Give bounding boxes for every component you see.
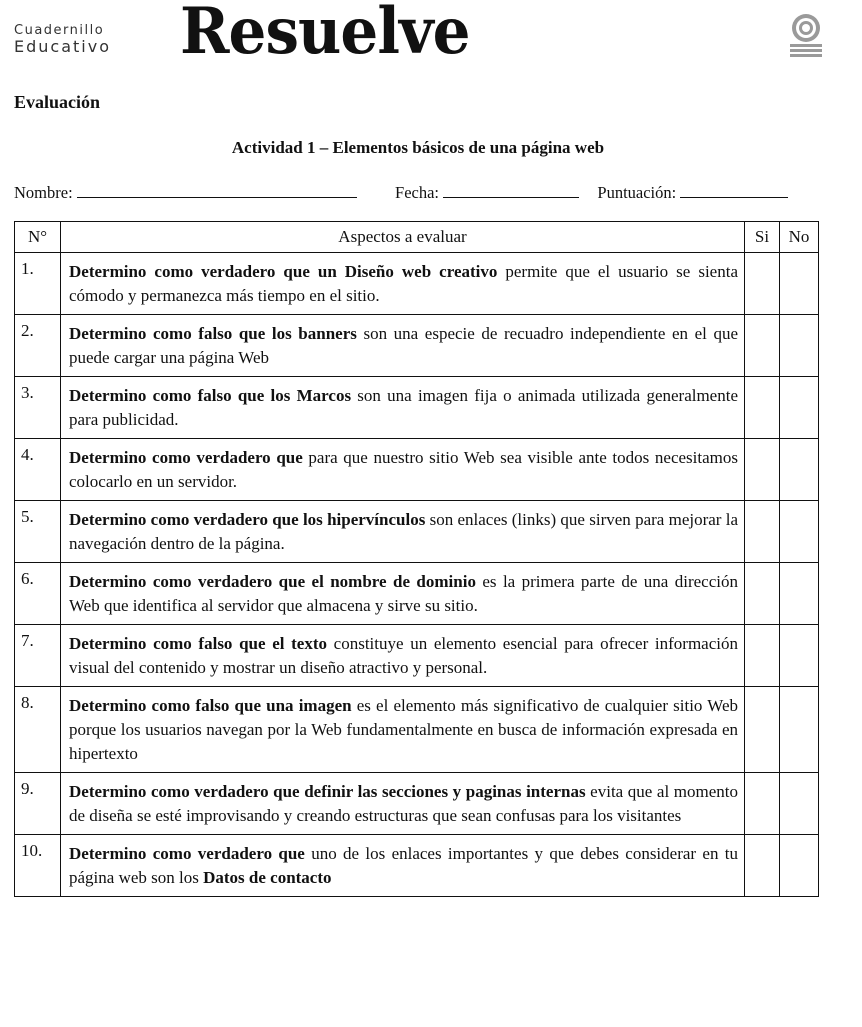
si-checkbox-cell[interactable]: [745, 563, 780, 625]
puntuacion-label: Puntuación:: [597, 183, 677, 202]
row-aspect-text: constituye un elemento esencial para ofrecer información visual del contenido y mostrar un diseño atractivo y personal.: [69, 634, 738, 677]
row-number: 3.: [15, 377, 61, 439]
si-checkbox-cell[interactable]: [745, 253, 780, 315]
si-checkbox-cell[interactable]: [745, 835, 780, 897]
row-aspect: [61, 439, 745, 501]
row-number: 6.: [15, 563, 61, 625]
brand-line-1: Cuadernillo: [14, 23, 105, 38]
row-aspect-text: permite que el usuario se sienta cómodo y permanezca más tiempo en el sitio.: [69, 262, 738, 305]
header-si: Si: [745, 222, 780, 253]
row-number: 10.: [15, 835, 61, 897]
table-row: [15, 835, 819, 897]
spiral-book-logo-icon: [786, 12, 826, 58]
row-aspect-text: para que nuestro sitio Web sea visible ante todos necesitamos colocarlo en un servidor.: [69, 448, 738, 491]
row-aspect: [61, 773, 745, 835]
brand-logo: [14, 24, 111, 55]
row-aspect-bold: Determino como falso que los Marcos: [69, 386, 352, 405]
fecha-label: Fecha:: [395, 183, 440, 202]
row-aspect: [61, 625, 745, 687]
no-checkbox-cell[interactable]: [780, 563, 819, 625]
row-aspect-text: evita que al momento de diseña se esté improvisando y creando estructuras que sean confusas para los visitantes: [69, 782, 738, 825]
table-row: [15, 625, 819, 687]
evaluation-table: [14, 221, 819, 897]
no-checkbox-cell[interactable]: [780, 315, 819, 377]
brand-line-2: Educativo: [14, 37, 111, 56]
row-number: 9.: [15, 773, 61, 835]
row-aspect: [61, 835, 745, 897]
no-checkbox-cell[interactable]: [780, 253, 819, 315]
si-checkbox-cell[interactable]: [745, 687, 780, 773]
no-checkbox-cell[interactable]: [780, 773, 819, 835]
row-number: 4.: [15, 439, 61, 501]
header-aspect: Aspectos a evaluar: [61, 222, 745, 253]
row-aspect-text: uno de los enlaces importantes y que debes considerar en tu página web son los: [69, 844, 739, 887]
row-aspect: [61, 687, 745, 773]
row-aspect-bold: Determino como falso que el texto: [69, 634, 327, 653]
table-header-row: [15, 222, 819, 253]
row-aspect-bold: Determino como verdadero que: [69, 448, 303, 467]
row-aspect: [61, 315, 745, 377]
row-aspect-text: es la primera parte de una dirección Web que identifica al servidor que almacena y sirve su sitio.: [69, 572, 738, 615]
row-aspect-text: es el elemento más significativo de cualquier sitio Web porque los usuarios navegan por la Web fundamentalmente en busca de información expresada en hipertexto: [69, 696, 738, 763]
row-aspect-bold: Determino como falso que una imagen: [69, 696, 352, 715]
table-row: [15, 439, 819, 501]
row-aspect-bold: Determino como verdadero que los hipervínculos: [69, 510, 426, 529]
si-checkbox-cell[interactable]: [745, 315, 780, 377]
table-row: [15, 253, 819, 315]
no-checkbox-cell[interactable]: [780, 501, 819, 563]
no-checkbox-cell[interactable]: [780, 377, 819, 439]
header-num: N°: [15, 222, 61, 253]
table-row: [15, 501, 819, 563]
no-checkbox-cell[interactable]: [780, 625, 819, 687]
si-checkbox-cell[interactable]: [745, 439, 780, 501]
row-aspect-text: son una imagen fija o animada utilizada generalmente para publicidad.: [69, 386, 738, 429]
si-checkbox-cell[interactable]: [745, 625, 780, 687]
puntuacion-field[interactable]: [680, 183, 788, 198]
table-row: [15, 563, 819, 625]
activity-title: Actividad 1 – Elementos básicos de una página web: [231, 138, 605, 157]
row-number: 8.: [15, 687, 61, 773]
nombre-label: Nombre:: [14, 183, 73, 202]
row-aspect-bold: Determino como falso que los banners: [69, 324, 357, 343]
si-checkbox-cell[interactable]: [745, 501, 780, 563]
nombre-field[interactable]: [77, 183, 357, 198]
fecha-field[interactable]: [443, 183, 579, 198]
row-aspect-text: son una especie de recuadro independiente en el que puede cargar una página Web: [69, 324, 738, 367]
row-number: 5.: [15, 501, 61, 563]
row-aspect: [61, 501, 745, 563]
no-checkbox-cell[interactable]: [780, 439, 819, 501]
row-aspect-text: son enlaces (links) que sirven para mejorar la navegación dentro de la página.: [69, 510, 738, 553]
row-aspect-bold: Determino como verdadero que: [69, 844, 305, 863]
student-fields: [14, 183, 788, 203]
row-aspect-bold: Determino como verdadero que un Diseño web creativo: [69, 262, 498, 281]
table-row: [15, 315, 819, 377]
table-row: [15, 377, 819, 439]
page-title: Resuelve: [180, 0, 470, 69]
row-aspect-bold: Determino como verdadero que definir las secciones y paginas internas: [69, 782, 586, 801]
si-checkbox-cell[interactable]: [745, 773, 780, 835]
row-aspect: [61, 563, 745, 625]
row-aspect: [61, 253, 745, 315]
row-aspect-bold-2: Datos de contacto: [203, 868, 332, 887]
header-no: No: [780, 222, 819, 253]
table-row: [15, 773, 819, 835]
row-number: 7.: [15, 625, 61, 687]
section-label: Evaluación: [14, 92, 101, 112]
table-row: [15, 687, 819, 773]
row-number: 2.: [15, 315, 61, 377]
si-checkbox-cell[interactable]: [745, 377, 780, 439]
no-checkbox-cell[interactable]: [780, 687, 819, 773]
row-aspect: [61, 377, 745, 439]
row-number: 1.: [15, 253, 61, 315]
no-checkbox-cell[interactable]: [780, 835, 819, 897]
row-aspect-bold: Determino como verdadero que el nombre de dominio: [69, 572, 476, 591]
